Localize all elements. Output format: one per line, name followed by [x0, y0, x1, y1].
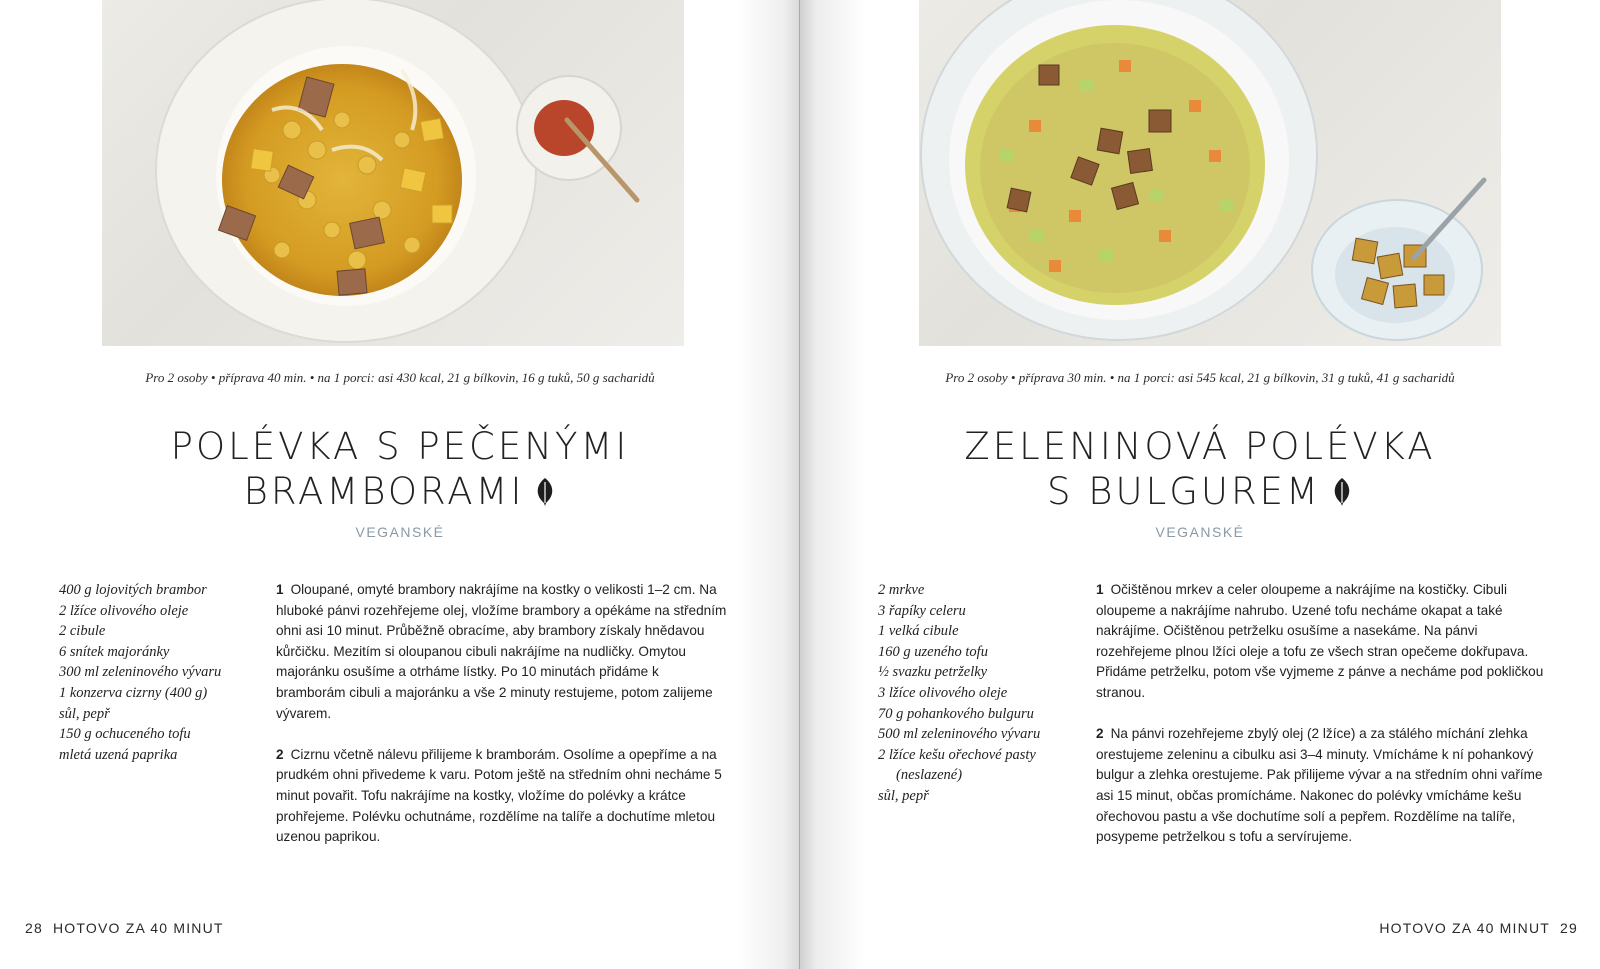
step-text: Na pánvi rozehřejeme zbylý olej (2 lžíce) a za stálého míchání zlehka orestujeme zeleninu a cibulku asi 3–4 minuty. Vmícháme k ní pohankový bulgur a zlehka orestujeme. Pak přilijeme vývar a na středním ohni vaříme asi 15 minut, občas promícháme. Nakonec do polévky vmícháme kešu ořechovou pastu a vše dochutíme solí a pepřem. Rozdělíme na talíře, posypeme petrželkou s tofu a servírujeme.	[1096, 726, 1543, 845]
soup-bowl-illustration	[102, 0, 684, 346]
ingredient-item: 1 velká cibule	[878, 623, 959, 640]
recipe-photo	[102, 0, 684, 346]
step-text: Oloupané, omyté brambory nakrájíme na kostky o velikosti 1–2 cm. Na hluboké pánvi rozehřejeme olej, vložíme brambory a opékáme na středním ohni asi 10 minut. Průběžně obracíme, aby brambory získaly hnědavou kůrčičku. Mezitím si oloupanou cibuli nakrájíme na nudličky. Omytou majoránku osušíme a otrháme lístky. Po 10 minutách přidáme k bramborám cibuli a majoránku a vše 2 minuty restujeme, potom zalijeme vývarem.	[276, 582, 727, 721]
method-steps	[1096, 580, 1548, 868]
soup-bowl-illustration	[919, 0, 1501, 346]
title-line-2	[800, 469, 1600, 517]
leaf-icon	[1331, 472, 1353, 517]
recipe-meta: Pro 2 osoby • příprava 30 min. • na 1 porci: asi 545 kcal, 21 g bílkovin, 31 g tuků, 41 g sacharidů	[945, 370, 1455, 385]
running-head: HOTOVO ZA 40 MINUT	[1379, 920, 1551, 936]
page-number: 28	[25, 920, 43, 936]
page-footer	[1379, 920, 1578, 936]
ingredient-item: 3 lžíce olivového oleje	[878, 684, 1008, 701]
ingredient-item: 500 ml zeleninového vývaru	[878, 726, 1041, 743]
right-page	[800, 0, 1600, 969]
title-line-2	[0, 469, 800, 517]
ingredient-item: mletá uzená paprika	[59, 746, 178, 763]
title-line-2-text: S BULGUREM	[1047, 470, 1321, 513]
ingredient-item: 6 snítek majoránky	[59, 643, 170, 660]
ingredient-item: 2 lžíce kešu ořechové pasty	[878, 746, 1036, 763]
page-footer	[25, 920, 224, 936]
step-2	[276, 745, 730, 848]
ingredient-item: 2 mrkve	[878, 582, 925, 598]
title-line-1: POLÉVKA S PEČENÝMI	[170, 425, 630, 468]
leaf-icon	[534, 472, 556, 517]
ingredient-item	[878, 765, 1078, 786]
recipe-title	[800, 424, 1600, 517]
ingredient-item: sůl, pepř	[59, 705, 110, 722]
step-number: 2	[276, 746, 284, 762]
ingredient-item: 150 g ochuceného tofu	[59, 726, 191, 743]
ingredient-note: (neslazené)	[896, 767, 963, 784]
step-text: Cizrnu včetně nálevu přilijeme k bramborám. Osolíme a opepříme a na prudkém ohni přivedeme k varu. Potom ještě na středním ohni necháme 5 minut povařit. Tofu nakrájíme na kostky, vložíme do polévky a krátce prohřejeme. Polévku ochutnáme, rozdělíme na talíře a dochutíme mletou uzenou paprikou.	[276, 746, 722, 845]
step-text: Očištěnou mrkev a celer oloupeme a nakrájíme na kostičky. Cibuli oloupeme a nakrájíme nahrubo. Uzené tofu necháme okapat a také nakrájíme. Očištěnou petrželku osušíme a nasekáme. Na pánvi rozehřejeme plnou lžíci oleje a tofu ze všech stran opečeme dokřupava. Přidáme petrželku, potom vše vyjmeme z pánve a necháme pod pokličkou stranou.	[1096, 582, 1544, 700]
running-head: HOTOVO ZA 40 MINUT	[52, 920, 224, 936]
ingredient-item: 2 cibule	[59, 623, 106, 640]
step-number: 1	[1096, 582, 1104, 597]
recipe-title	[0, 424, 800, 517]
ingredient-item: sůl, pepř	[878, 787, 929, 804]
step-2	[1096, 724, 1548, 848]
step-number: 2	[1096, 726, 1104, 742]
ingredient-item: 160 g uzeného tofu	[878, 643, 988, 660]
ingredient-item: 400 g lojovitých brambor	[59, 582, 207, 598]
step-1	[1096, 580, 1548, 704]
step-number: 1	[276, 582, 284, 597]
step-1	[276, 580, 730, 724]
vegan-badge: VEGANSKÉ	[1155, 524, 1245, 540]
ingredient-item: 1 konzerva cizrny (400 g)	[59, 684, 208, 701]
ingredient-item: ½ svazku petrželky	[878, 664, 988, 681]
ingredients-list	[59, 580, 259, 765]
ingredient-item: 300 ml zeleninového vývaru	[59, 664, 222, 681]
recipe-photo	[919, 0, 1501, 346]
ingredient-item: 3 řapíky celeru	[878, 602, 966, 619]
ingredient-item: 70 g pohankového bulguru	[878, 705, 1034, 722]
ingredients-list	[878, 580, 1078, 807]
method-steps	[276, 580, 730, 868]
vegan-badge: VEGANSKÉ	[355, 524, 445, 540]
title-line-1: ZELENINOVÁ POLÉVKA	[964, 425, 1436, 468]
ingredient-item: 2 lžíce olivového oleje	[59, 602, 189, 619]
recipe-meta: Pro 2 osoby • příprava 40 min. • na 1 porci: asi 430 kcal, 21 g bílkovin, 16 g tuků, 50 g sacharidů	[145, 370, 655, 385]
page-number: 29	[1560, 920, 1578, 936]
title-line-2-text: BRAMBORAMI	[243, 470, 525, 513]
